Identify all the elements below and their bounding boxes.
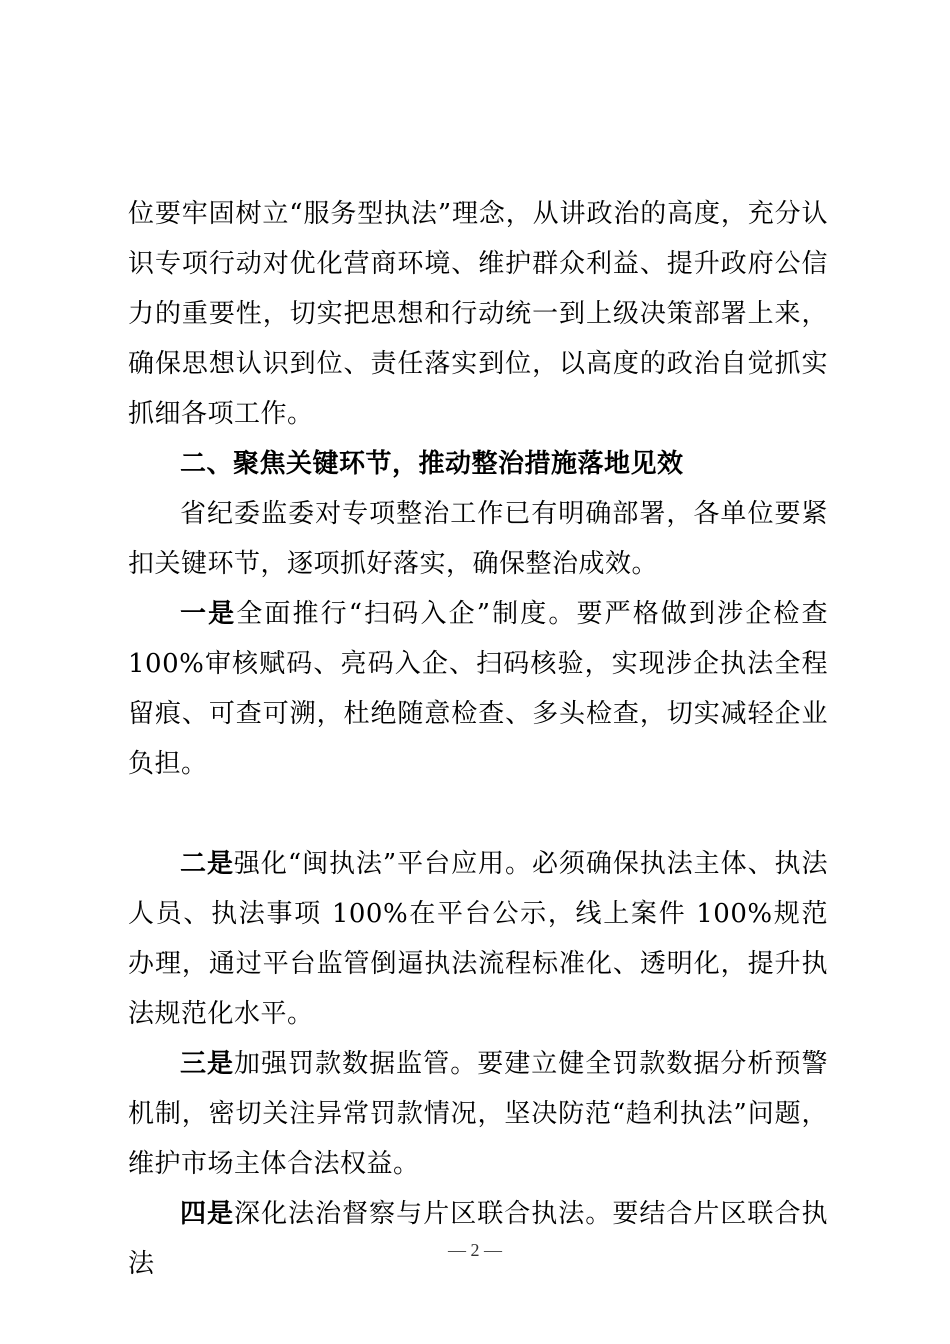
item-2-lead: 二是: [180, 849, 234, 879]
item-1-lead: 一是: [180, 599, 237, 629]
paragraph-continuation: 位要牢固树立“服务型执法”理念，从讲政治的高度，充分认识专项行动对优化营商环境、维护群众利益、提升政府公信力的重要性，切实把思想和行动统一到上级决策部署上来，确保思想认识到位、责任落实到位，以高度的政治自觉抓实抓细各项工作。: [128, 199, 828, 429]
section-heading-2: 二、聚焦关键环节，推动整治措施落地见效: [180, 449, 684, 479]
item-4-text: 深化法治督察与片区联合执法。要结合片区联合执法: [128, 1199, 828, 1279]
page-number: — 2 —: [448, 1240, 502, 1260]
list-item-1: [128, 589, 828, 789]
item-4-lead: 四是: [180, 1199, 235, 1229]
item-1-text: 全面推行“扫码入企”制度。要严格做到涉企检查100%审核赋码、亮码入企、扫码核验，实现涉企执法全程留痕、可查可溯，杜绝随意检查、多头检查，切实减轻企业负担。: [128, 599, 828, 779]
paragraph-deployment: 省纪委监委对专项整治工作已有明确部署，各单位要紧扣关键环节，逐项抓好落实，确保整治成效。: [128, 499, 828, 579]
item-3-text: 加强罚款数据监管。要建立健全罚款数据分析预警机制，密切关注异常罚款情况，坚决防范“趋利执法”问题，维护市场主体合法权益。: [128, 1049, 828, 1179]
list-item-2: [128, 839, 828, 1039]
list-item-3: [128, 1039, 828, 1189]
blank-line: [128, 789, 828, 839]
list-item-4: [128, 1189, 828, 1289]
item-3-lead: 三是: [180, 1049, 235, 1079]
item-2-text: 强化“闽执法”平台应用。必须确保执法主体、执法人员、执法事项 100%在平台公示，线上案件 100%规范办理，通过平台监管倒逼执法流程标准化、透明化，提升执法规范化水平。: [128, 849, 828, 1029]
body-text: [128, 189, 828, 1289]
